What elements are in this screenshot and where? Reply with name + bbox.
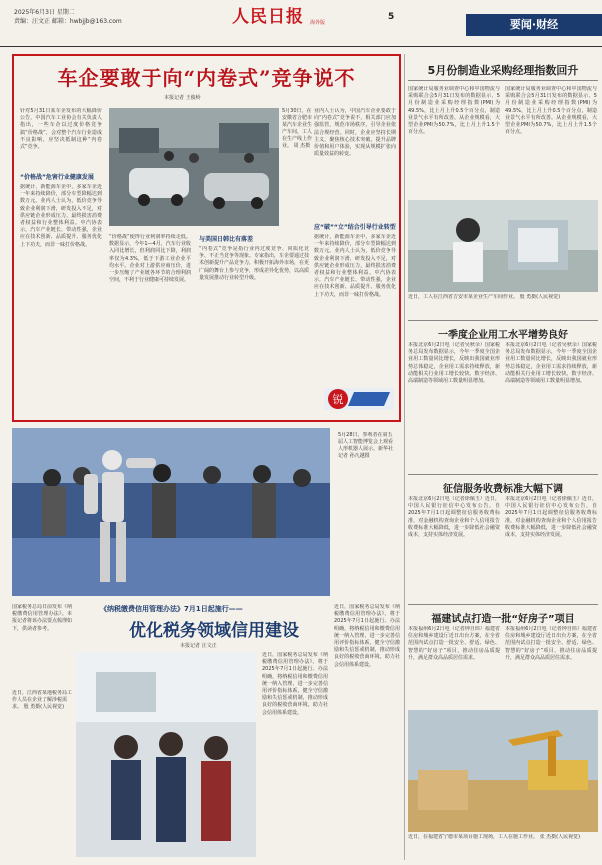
- lead-story: [12, 54, 401, 422]
- tax-byline: 本报记者 汪文正: [180, 643, 217, 649]
- car-crowd-image: [109, 108, 279, 226]
- lead-column-2: “价格战”使得行业利润率持续走低。数据显示，今年1—4月，汽车行业收入同比增长，但利润同比下降，利润率仅为4.3%，低于下游工业企业平均水平。企业对上游供应商压价，进一步压缩了产业链各环节的合理利润空间，不利于行业健康可持续发展。: [109, 234, 191, 284]
- lead-headline: 车企要敢于向“内卷式”竞争说不: [57, 66, 356, 90]
- factory-worker-image: [408, 200, 598, 292]
- humanoid-robot-image: [12, 428, 330, 596]
- editor-info: 责编：汪文正 邮箱：hwbjjb@163.com: [14, 18, 122, 25]
- lead-column-4b: 据统计，新能源车企中，多家车企近一年来持续降价，部分车型降幅达到数万元。业内人士认为，低价竞争导致企业利润下滑，研发投入不足，对供应链企业形成压力，最终损害消费者权益和行业整体利益。中汽协表示，汽车产业链长、带动性强，企业应在技术创新、品质提升、服务优化上下功夫，而非一味打价格战。: [314, 234, 396, 298]
- lead-photo-1-caption: 5月30日，在安徽省合肥市某汽车企业生产车间，工人在生产线上作业。 周 杰摄: [282, 108, 312, 149]
- pmi-rule: [408, 80, 598, 81]
- credit-body-2: 本报北京6月2日电（记者徐佩玉）近日，中国人民银行征信中心发布公告，自2025年7月1日起调整征信服务收费标准，对金融机构查询企业和个人信用报告收费标准大幅降低，进一步降低社会融资成本，支持实体经济发展。: [505, 496, 597, 539]
- lead-subhead-3: 应“破”“立”结合引导行业转型: [314, 224, 396, 231]
- badge-label: 锐: [332, 393, 344, 406]
- rui-comment-badge: [324, 386, 394, 412]
- section-banner: 要闻·财经: [466, 14, 602, 36]
- issue-date: 2025年6月3日 星期二: [14, 9, 75, 16]
- page-number: 5: [388, 12, 395, 22]
- employment-body-1: 本报北京6月2日电（记者吴秋余）国家税务总局发布数据显示，今年一季度全国企业用工数量同比增长，反映出我国就业形势总体稳定，企业用工需求持续释放，新动能相关行业用工增长较快。数字经济、高端制造等领域用工数量明显增加。: [408, 342, 500, 385]
- divider-2: [408, 474, 598, 475]
- tax-photo: [76, 652, 256, 857]
- tax-headline: 优化税务领域信用建设: [129, 621, 299, 641]
- tax-body-1: 近日，国家税务总局发布《纳税缴费信用管理办法》，将于2025年7月1日起施行。办法明确，将纳税信用和缴费信用统一纳入管理，进一步完善信用评价指标体系，健全守信激励和失信惩戒机制，推动形成良好的税收营商环境，助力社会信用体系建设。: [262, 652, 328, 716]
- tax-sidebar: 国家税务总局日前发布《纳税缴费信用管理办法》。本报记者将该办法要点梳理如下，供读者参考。: [12, 604, 72, 632]
- tax-body-2: 近日，国家税务总局发布《纳税缴费信用管理办法》，将于2025年7月1日起施行。办法明确，将纳税信用和缴费信用统一纳入管理，进一步完善信用评价指标体系，健全守信激励和失信惩戒机制，推动形成良好的税收营商环境，助力社会信用体系建设。: [334, 604, 400, 668]
- employment-headline: 一季度企业用工水平增势良好: [438, 330, 568, 341]
- lead-subhead-2: 与美国日韩比有落差: [199, 236, 254, 243]
- lead-column-1: 据统计，新能源车企中，多家车企近一年来持续降价，部分车型降幅达到数万元。业内人士认为，低价竞争导致企业利润下滑，研发投入不足，对供应链企业形成压力，最终损害消费者权益和行业整体利益。中汽协表示，汽车产业链长、带动性强，企业应在技术创新、品质提升、服务优化上下功夫，而非一味打价格战。: [20, 184, 102, 248]
- tax-officers-image: [76, 652, 256, 857]
- lead-photo-cars: [109, 108, 279, 226]
- lead-column-4: 业内人士认为，中国汽车企业要敢于向“内卷式”竞争说不，相关部门应加强监管，规范市场秩序，引导企业依法合规经营。同时，企业应坚持长期主义，聚焦核心技术突破，提升品牌价值和用户体验，实现从规模扩张向质量效益的转变。: [314, 108, 396, 158]
- robot-photo-caption: 5月28日，参观者在第五届人工智能博览会上观看人形机器人展示。新华社记者 孙凡越摄: [338, 432, 394, 459]
- credit-body-1: 本报北京6月2日电（记者徐佩玉）近日，中国人民银行征信中心发布公告，自2025年7月1日起调整征信服务收费标准，对金融机构查询企业和个人信用报告收费标准大幅降低，进一步降低社会融资成本，支持实体经济发展。: [408, 496, 500, 539]
- credit-headline: 征信服务收费标准大幅下调: [443, 484, 563, 495]
- divider-3: [408, 604, 598, 605]
- pmi-photo: [408, 200, 598, 292]
- robot-photo: [12, 428, 330, 596]
- lead-column-3: “内卷式”竞争是指行业内过度竞争、同质化竞争、不正当竞争等现象。专家指出，车企要通过技术创新提升产品竞争力，积极开拓海外市场，在更广阔的舞台上参与竞争，形成差异化优势，以高质量发展推动行业转型升级。: [199, 246, 309, 281]
- housing-body-1: 本报福州6月2日电（记者钟自炜）福建省住房和城乡建设厅近日出台方案，在全省范围内试点打造一批安全、舒适、绿色、智慧的“好房子”项目，推动住房品质提升，满足群众高品质居住需求。: [408, 626, 500, 661]
- housing-photo: [408, 710, 598, 832]
- tax-photo-caption: 近日，江西省某地税务局工作人员在企业了解涉税需求。 殷 勇摄(人民视觉): [12, 690, 72, 710]
- newspaper-logo: 人民日报: [232, 7, 304, 27]
- divider-1: [408, 320, 598, 321]
- pmi-photo-caption: 近日，工人在江西省吉安市某企业生产车间作业。 殷 勇摄(人民视觉): [408, 294, 561, 300]
- lead-subhead-1: “价格战”危害行业健康发展: [20, 174, 94, 181]
- housing-headline: 福建试点打造一批“好房子”项目: [431, 614, 575, 625]
- housing-body-2: 本报福州6月2日电（记者钟自炜）福建省住房和城乡建设厅近日出台方案，在全省范围内试点打造一批安全、舒适、绿色、智慧的“好房子”项目，推动住房品质提升，满足群众高品质居住需求。: [505, 626, 597, 661]
- construction-site-image: [408, 710, 598, 832]
- pmi-body-1: 国家统计局服务业调查中心和中国物流与采购联合会5月31日发布的数据显示，5月份制造业采购经理指数(PMI)为49.5%，比上月上升0.5个百分点，制造业景气水平有所改善。从企业规模看，大型企业PMI为50.7%，比上月上升1.5个百分点。: [408, 86, 500, 136]
- column-divider: [404, 54, 405, 860]
- edition-label: 海外版: [310, 20, 326, 26]
- badge-icon: [324, 386, 394, 412]
- lead-intro: 针对5月31日某车企发布的大幅降价公告，中国汽车工业协会有关负责人指出，一些车企以过度价格竞争搞“价格战”，会对整个汽车行业造成不良影响，应坚决抵制这种“内卷式”竞争。: [20, 108, 102, 151]
- masthead-info: [14, 8, 122, 26]
- tax-kicker: 《纳税缴费信用管理办法》7月1日起施行——: [100, 605, 243, 613]
- housing-photo-caption: 近日，在福建省宁德市某项目施工现场，工人在施工作业。 张 杰摄(人民视觉): [408, 834, 581, 840]
- masthead: [0, 0, 602, 47]
- employment-body-2: 本报北京6月2日电（记者吴秋余）国家税务总局发布数据显示，今年一季度全国企业用工数量同比增长，反映出我国就业形势总体稳定，企业用工需求持续释放，新动能相关行业用工增长较快。数字经济、高端制造等领域用工数量明显增加。: [505, 342, 597, 385]
- pmi-headline: 5月份制造业采购经理指数回升: [427, 64, 579, 77]
- lead-byline: 本报记者 王俊岭: [164, 95, 201, 101]
- pmi-body-2: 国家统计局服务业调查中心和中国物流与采购联合会5月31日发布的数据显示，5月份制造业采购经理指数(PMI)为49.5%，比上月上升0.5个百分点，制造业景气水平有所改善。从企业规模看，大型企业PMI为50.7%，比上月上升1.5个百分点。: [505, 86, 597, 136]
